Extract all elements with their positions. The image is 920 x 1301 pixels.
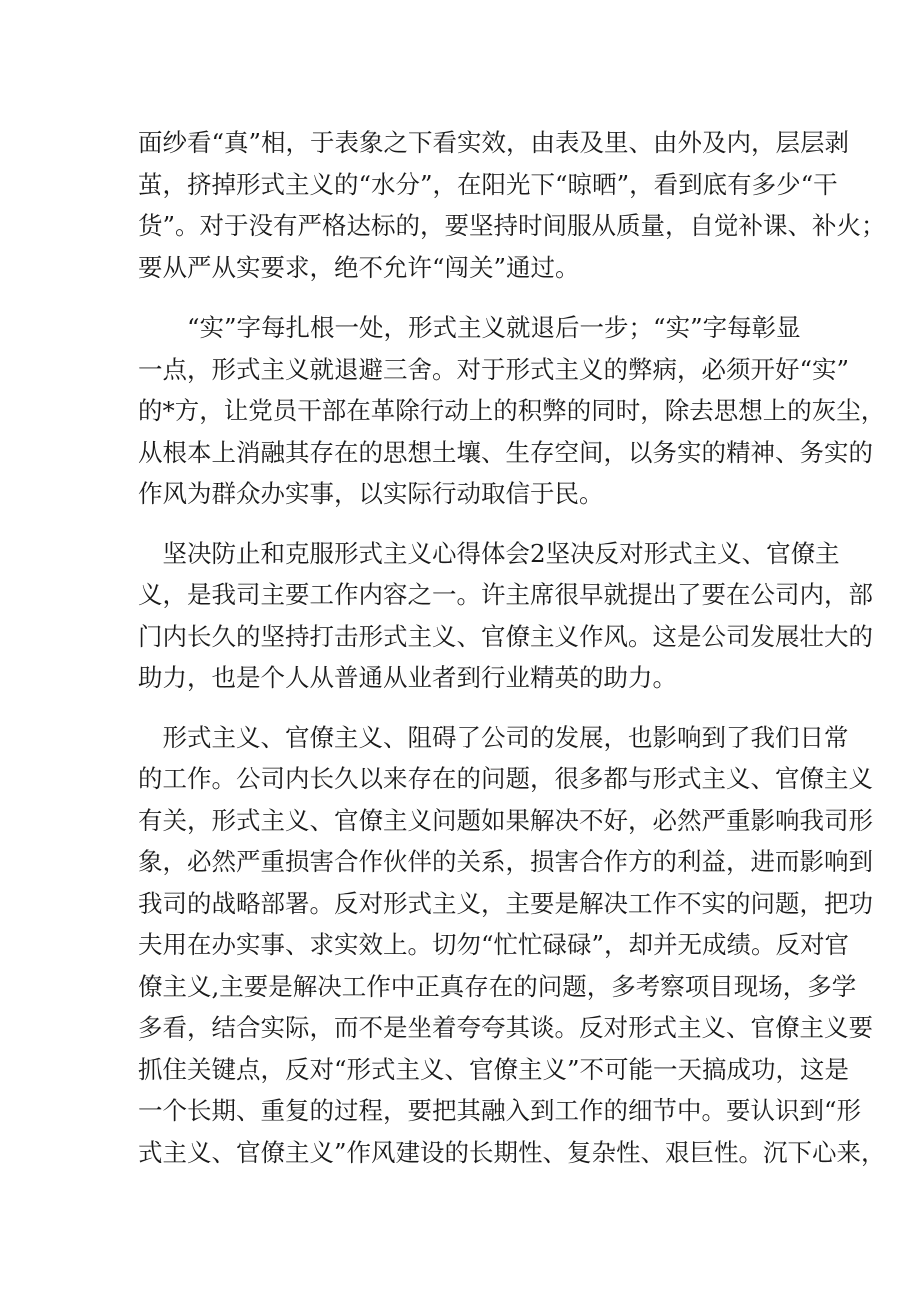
text-line: 的*方，让党员干部在革除行动上的积弊的同时，除去思想上的灰尘， [138, 396, 886, 425]
text-line: 要从严从实要求，绝不允许“闯关”通过。 [138, 252, 580, 282]
text-line: 式主义、官僚主义”作风建设的长期性、复杂性、艰巨性。沉下心来， [138, 1137, 886, 1167]
text-line: 门内长久的坚持打击形式主义、官僚主义作风。这是公司发展壮大的 [138, 621, 873, 651]
text-line: 面纱看“真”相，于表象之下看实效，由表及里、由外及内，层层剥 [138, 128, 850, 157]
text-line: 一个长期、重复的过程，要把其融入到工作的细节中。要认识到“形 [138, 1096, 862, 1125]
text-line: “实”字每扎根一处，形式主义就退后一步；“实”字每彰显 [138, 313, 801, 342]
text-line: 一点，形式主义就退避三舍。对于形式主义的弊病，必须开好“实” [138, 354, 850, 384]
paragraph-4 [138, 717, 886, 1174]
text-line: 夫用在办实事、求实效上。切勿“忙忙碌碌”，却并无成绩。反对官 [138, 930, 850, 959]
text-line: 茧，挤掉形式主义的“水分”，在阳光下“晾晒”，看到底有多少“干 [138, 169, 838, 199]
text-line: 象，必然严重损害合作伙伴的关系，损害合作方的利益，进而影响到 [138, 847, 873, 876]
text-line: 形式主义、官僚主义、阻碍了公司的发展，也影响到了我们日常 [138, 722, 849, 752]
text-line: 僚主义,主要是解决工作中正真存在的问题，多考察项目现场，多学 [138, 971, 857, 1001]
document-body [138, 122, 886, 1173]
text-line: 作风为群众办实事，以实际行动取信于民。 [138, 479, 604, 508]
text-line: 货”。对于没有严格达标的，要坚持时间服从质量，自觉补课、补火； [138, 211, 886, 240]
text-line: 我司的战略部署。反对形式主义，主要是解决工作不实的问题，把功 [138, 888, 873, 918]
text-line: 多看，结合实际，而不是坐着夸夸其谈。反对形式主义、官僚主义要 [138, 1013, 873, 1042]
text-line: 有关，形式主义、官僚主义问题如果解决不好，必然严重影响我司形 [138, 805, 873, 835]
paragraph-3 [138, 533, 873, 699]
text-line: 坚决防止和克服形式主义心得体会2坚决反对形式主义、官僚主 [138, 538, 840, 568]
text-line: 助力，也是个人从普通从业者到行业精英的助力。 [138, 663, 677, 692]
text-line: 的工作。公司内长久以来存在的问题，很多都与形式主义、官僚主义 [138, 764, 873, 793]
text-line: 抓住关键点，反对“形式主义、官僚主义”不可能一天搞成功，这是 [138, 1054, 850, 1084]
paragraph-2 [138, 307, 886, 515]
text-line: 义，是我司主要工作内容之一。许主席很早就提出了要在公司内，部 [138, 580, 873, 609]
paragraph-1 [138, 122, 886, 288]
text-line: 从根本上消融其存在的思想土壤、生存空间，以务实的精神、务实的 [138, 437, 873, 467]
